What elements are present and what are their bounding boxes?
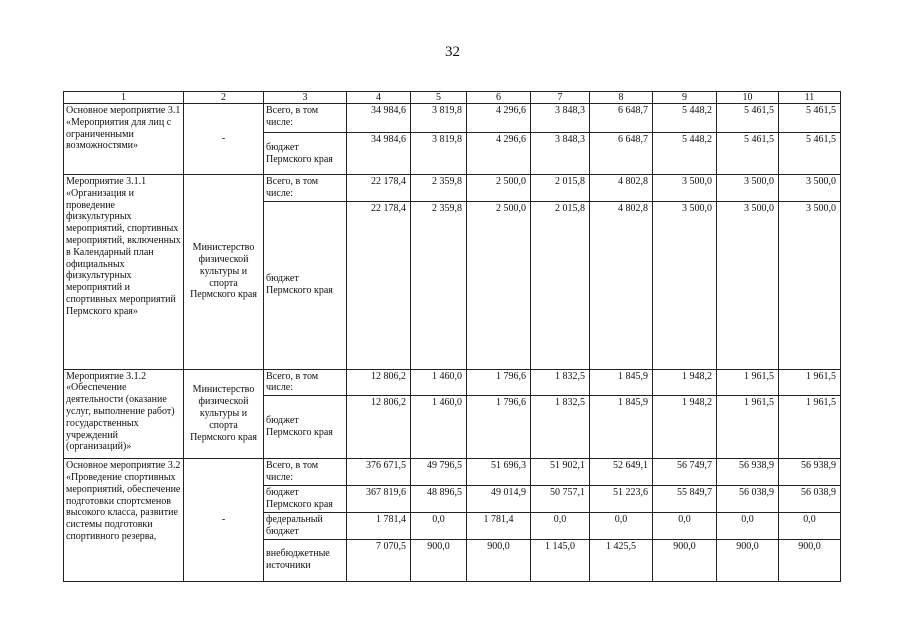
- funding-source: внебюджетные источники: [264, 539, 347, 581]
- amount-cell: 48 896,5: [411, 486, 467, 513]
- amount-cell: 1 796,6: [467, 396, 531, 459]
- amount-cell: 34 984,6: [347, 104, 411, 133]
- amount-cell: 3 819,8: [411, 104, 467, 133]
- amount-cell: 4 802,8: [590, 175, 653, 202]
- amount-cell: 49 796,5: [411, 459, 467, 486]
- funding-source: федеральный бюджет: [264, 512, 347, 539]
- funding-source: Всего, в том числе:: [264, 104, 347, 133]
- responsible-executor: Министерство физической культуры и спорта Пермского края: [184, 369, 264, 459]
- column-number: 1: [64, 92, 184, 104]
- funding-source: бюджет Пермского края: [264, 201, 347, 369]
- amount-cell: 3 500,0: [653, 201, 717, 369]
- table-row: [64, 369, 841, 396]
- responsible-executor: -: [184, 459, 264, 582]
- amount-cell: 3 848,3: [531, 104, 590, 133]
- amount-cell: 1 796,6: [467, 369, 531, 396]
- amount-cell: 1 781,4: [347, 512, 411, 539]
- amount-cell: 4 296,6: [467, 104, 531, 133]
- amount-cell: 34 984,6: [347, 133, 411, 175]
- amount-cell: 56 938,9: [779, 459, 841, 486]
- amount-cell: 6 648,7: [590, 104, 653, 133]
- amount-cell: 3 500,0: [779, 201, 841, 369]
- amount-cell: 6 648,7: [590, 133, 653, 175]
- responsible-executor: -: [184, 104, 264, 175]
- amount-cell: 1 845,9: [590, 369, 653, 396]
- amount-cell: 50 757,1: [531, 486, 590, 513]
- funding-source: бюджет Пермского края: [264, 486, 347, 513]
- responsible-executor: Министерство физической культуры и спорта Пермского края: [184, 175, 264, 370]
- amount-cell: 56 938,9: [717, 459, 779, 486]
- amount-cell: 56 749,7: [653, 459, 717, 486]
- amount-cell: 51 902,1: [531, 459, 590, 486]
- amount-cell: 51 696,3: [467, 459, 531, 486]
- funding-source: Всего, в том числе:: [264, 369, 347, 396]
- funding-source: бюджет Пермского края: [264, 133, 347, 175]
- amount-cell: 22 178,4: [347, 175, 411, 202]
- amount-cell: 1 832,5: [531, 369, 590, 396]
- amount-cell: 5 461,5: [779, 133, 841, 175]
- amount-cell: 0,0: [411, 512, 467, 539]
- amount-cell: 2 500,0: [467, 175, 531, 202]
- amount-cell: 2 359,8: [411, 201, 467, 369]
- amount-cell: 900,0: [717, 539, 779, 581]
- amount-cell: 1 961,5: [717, 369, 779, 396]
- amount-cell: 1 460,0: [411, 396, 467, 459]
- amount-cell: 1 961,5: [779, 369, 841, 396]
- page-number: 32: [445, 44, 460, 60]
- column-number: 8: [590, 92, 653, 104]
- amount-cell: 2 015,8: [531, 201, 590, 369]
- amount-cell: 5 461,5: [717, 104, 779, 133]
- amount-cell: 1 948,2: [653, 369, 717, 396]
- amount-cell: 3 848,3: [531, 133, 590, 175]
- amount-cell: 0,0: [590, 512, 653, 539]
- amount-cell: 3 500,0: [717, 201, 779, 369]
- amount-cell: 1 948,2: [653, 396, 717, 459]
- column-number: 4: [347, 92, 411, 104]
- amount-cell: 376 671,5: [347, 459, 411, 486]
- amount-cell: 1 781,4: [467, 512, 531, 539]
- amount-cell: 900,0: [411, 539, 467, 581]
- amount-cell: 3 500,0: [779, 175, 841, 202]
- activity-name: Мероприятие 3.1.2 «Обеспечение деятельности (оказание услуг, выполнение работ) государственных учреждений (организаций)»: [64, 369, 184, 459]
- amount-cell: 900,0: [467, 539, 531, 581]
- amount-cell: 2 015,8: [531, 175, 590, 202]
- column-number: 7: [531, 92, 590, 104]
- amount-cell: 52 649,1: [590, 459, 653, 486]
- funding-source: бюджет Пермского края: [264, 396, 347, 459]
- amount-cell: 0,0: [717, 512, 779, 539]
- amount-cell: 3 500,0: [717, 175, 779, 202]
- amount-cell: 56 038,9: [717, 486, 779, 513]
- amount-cell: 7 070,5: [347, 539, 411, 581]
- amount-cell: 1 832,5: [531, 396, 590, 459]
- amount-cell: 1 145,0: [531, 539, 590, 581]
- amount-cell: 4 296,6: [467, 133, 531, 175]
- amount-cell: 5 448,2: [653, 104, 717, 133]
- amount-cell: 55 849,7: [653, 486, 717, 513]
- amount-cell: 49 014,9: [467, 486, 531, 513]
- amount-cell: 1 425,5: [590, 539, 653, 581]
- amount-cell: 1 961,5: [717, 396, 779, 459]
- amount-cell: 900,0: [653, 539, 717, 581]
- amount-cell: 0,0: [779, 512, 841, 539]
- column-number: 5: [411, 92, 467, 104]
- amount-cell: 0,0: [531, 512, 590, 539]
- table-row: [64, 104, 841, 133]
- amount-cell: 5 448,2: [653, 133, 717, 175]
- column-number: 2: [184, 92, 264, 104]
- column-number: 6: [467, 92, 531, 104]
- amount-cell: 2 500,0: [467, 201, 531, 369]
- amount-cell: 900,0: [779, 539, 841, 581]
- amount-cell: 22 178,4: [347, 201, 411, 369]
- activity-name: Мероприятие 3.1.1 «Организация и проведение физкультурных мероприятий, спортивных мероприятий, включенных в Календарный план официальных физкультурных мероприятий и спортивных мероприятий Пермского края»: [64, 175, 184, 370]
- amount-cell: 5 461,5: [779, 104, 841, 133]
- amount-cell: 5 461,5: [717, 133, 779, 175]
- funding-source: Всего, в том числе:: [264, 175, 347, 202]
- amount-cell: 367 819,6: [347, 486, 411, 513]
- amount-cell: 1 845,9: [590, 396, 653, 459]
- column-number: 3: [264, 92, 347, 104]
- funding-source: Всего, в том числе:: [264, 459, 347, 486]
- amount-cell: 12 806,2: [347, 396, 411, 459]
- amount-cell: 56 038,9: [779, 486, 841, 513]
- column-number-row: [64, 92, 841, 104]
- column-number: 9: [653, 92, 717, 104]
- activity-name: Основное мероприятие 3.2 «Проведение спортивных мероприятий, обеспечение подготовки спортсменов высокого класса, развитие системы подготовки спортивного резерва,: [64, 459, 184, 582]
- amount-cell: 51 223,6: [590, 486, 653, 513]
- amount-cell: 2 359,8: [411, 175, 467, 202]
- amount-cell: 4 802,8: [590, 201, 653, 369]
- amount-cell: 0,0: [653, 512, 717, 539]
- amount-cell: 3 819,8: [411, 133, 467, 175]
- amount-cell: 1 961,5: [779, 396, 841, 459]
- amount-cell: 3 500,0: [653, 175, 717, 202]
- column-number: 10: [717, 92, 779, 104]
- amount-cell: 12 806,2: [347, 369, 411, 396]
- table-row: [64, 459, 841, 486]
- budget-table: [63, 91, 841, 582]
- table-row: [64, 175, 841, 202]
- column-number: 11: [779, 92, 841, 104]
- amount-cell: 1 460,0: [411, 369, 467, 396]
- activity-name: Основное мероприятие 3.1 «Мероприятия для лиц с ограниченными возможностями»: [64, 104, 184, 175]
